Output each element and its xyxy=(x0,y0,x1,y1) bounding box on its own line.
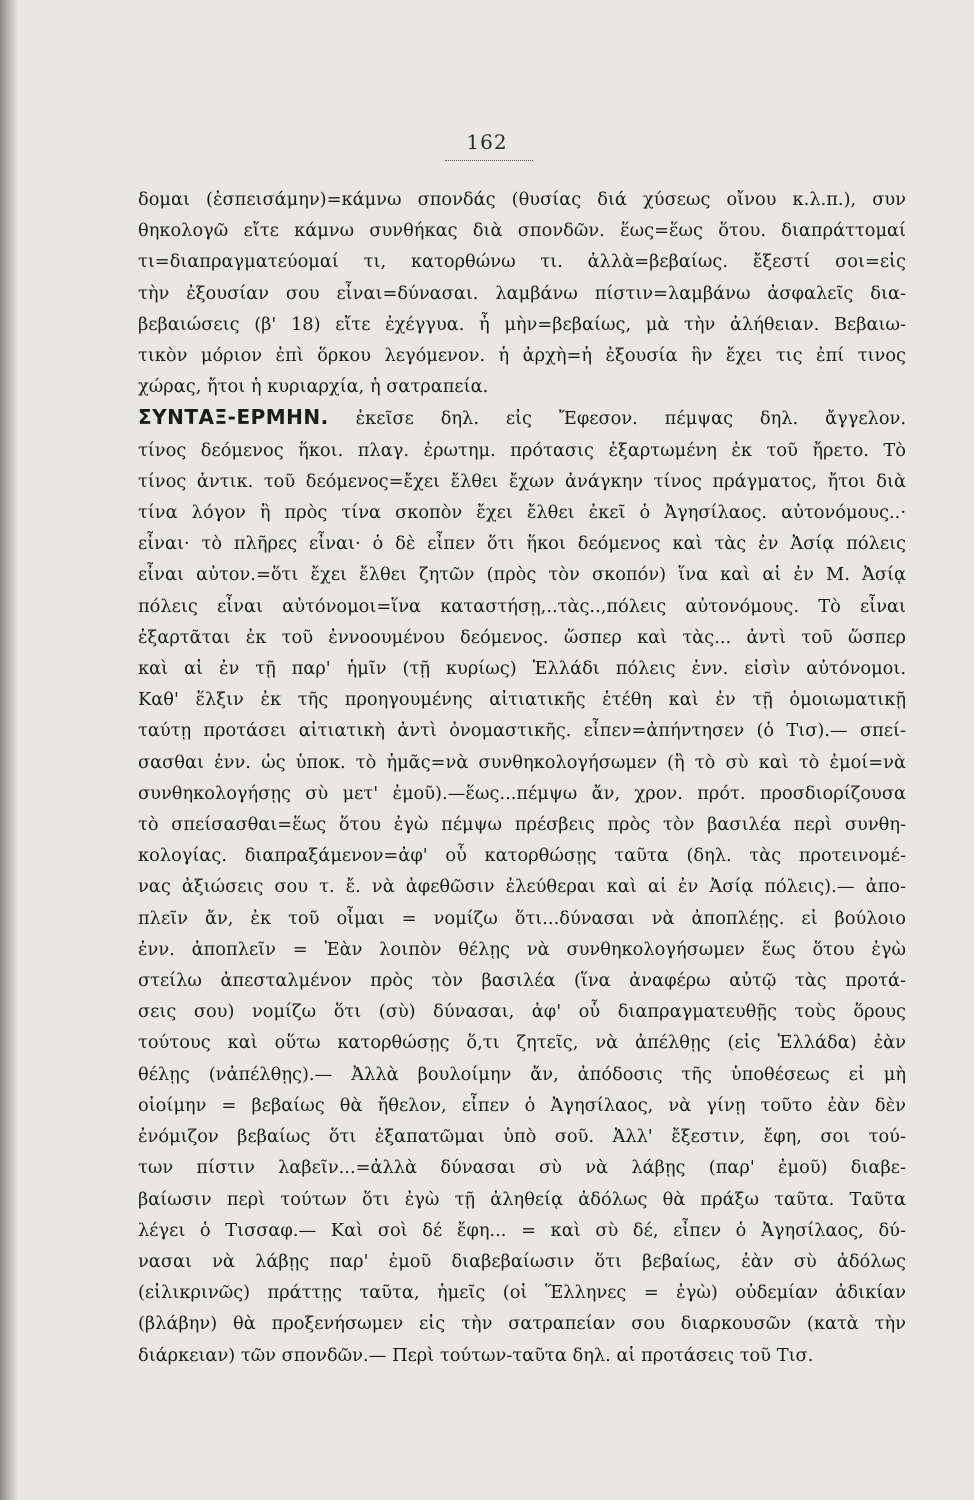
text-line: ἐνν. ἀποπλεῖν = Ἐὰν λοιπὸν θέλῃς νὰ συνθηκολογήσωμεν ἕως ὅτου ἐγὼ xyxy=(138,938,906,960)
text-line: τὴν ἐξουσίαν σου εἶναι=δύνασαι. λαμβάνω πίστιν=λαμβάνω ἀσφαλεῖς δια- xyxy=(138,282,906,304)
text-line: σασθαι ἐνν. ὡς ὑποκ. τὸ ἡμᾶς=νὰ συνθηκολογήσωμεν (ἢ τὸ σὺ καὶ τὸ ἐμοί=νὰ xyxy=(138,751,906,773)
text-line: τίνος δεόμενος ἥκοι. πλαγ. ἐρωτημ. πρότασις ἐξαρτωμένη ἐκ τοῦ ἤρετο. Τὸ xyxy=(138,439,906,461)
section-title: ΣΥΝΤΑΞ-ΕΡΜΗΝ. xyxy=(138,405,329,430)
text-line: διάρκειαν) τῶν σπονδῶν.— Περὶ τούτων-ταῦτα δηλ. αἱ προτάσεις τοῦ Τισ. xyxy=(138,1344,814,1366)
text-line: θηκολογῶ εἴτε κάμνω συνθήκας διὰ σπονδῶν. ἕως=ἕως ὅτου. διαπράττομαί xyxy=(138,220,906,242)
text-line: τι=διαπραγματεύομαί τι, κατορθώνω τι. ἀλλὰ=βεβαίως. ἔξεστί σοι=εἰς xyxy=(138,251,906,273)
text-line: νασαι νὰ λάβῃς παρ' ἐμοῦ διαβεβαίωσιν ὅτι βεβαίως, ἐὰν σὺ ἀδόλως xyxy=(138,1250,906,1272)
text-line: σεις σου) νομίζω ὅτι (σὺ) δύνασαι, ἀφ' οὗ διαπραγματευθῇς τοὺς ὅρους xyxy=(138,1001,906,1023)
text-line: εἶναι αὐτον.=ὅτι ἔχει ἔλθει ζητῶν (πρὸς τὸν σκοπόν) ἵνα καὶ αἱ ἐν Μ. Ἀσίᾳ xyxy=(138,564,906,586)
text-line: Καθ' ἕλξιν ἐκ τῆς προηγουμένης αἰτιατικῆς ἐτέθη καὶ ἐν τῇ ὁμοιωματικῇ xyxy=(138,689,906,711)
page-number: 162 xyxy=(466,130,508,154)
text-line: τίνα λόγον ἢ πρὸς τίνα σκοπὸν ἔχει ἔλθει ἐκεῖ ὁ Ἀγησίλαος. αὐτονόμους..· xyxy=(138,502,906,524)
text-line: λέγει ὁ Τισσαφ.— Καὶ σοὶ δέ ἔφη... = καὶ σὺ δέ, εἶπεν ὁ Ἀγησίλαος, δύ- xyxy=(138,1219,906,1241)
text-line: πόλεις εἶναι αὐτόνομοι=ἵνα καταστήσῃ,..τὰς..,πόλεις αὐτονόμους. Τὸ εἶναι xyxy=(138,595,906,617)
commentary-text xyxy=(138,184,906,1371)
text-line: ταύτῃ προτάσει αἰτιατικὴ ἀντὶ ὀνομαστικῆς. εἶπεν=ἀπήντησεν (ὁ Τισ).— σπεί- xyxy=(138,720,906,742)
section-heading-line: ΣΥΝΤΑΞ-ΕΡΜΗΝ. ἐκεῖσε δηλ. εἰς Ἔφεσον. πέμψας δηλ. ἄγγελον. xyxy=(138,405,906,430)
text-line: δομαι (ἐσπεισάμην)=κάμνω σπονδάς (θυσίας διά χύσεως οἴνου κ.λ.π.), συν xyxy=(138,189,906,210)
text-line: (βλάβην) θὰ προξενήσωμεν εἰς τὴν σατραπείαν σου διαρκουσῶν (κατὰ τὴν xyxy=(138,1313,906,1335)
text-line: πλεῖν ἄν, ἐκ τοῦ οἶμαι = νομίζω ὅτι...δύνασαι νὰ ἀποπλέῃς. εἰ βούλοιο xyxy=(138,907,906,929)
text-line: τίνος ἀντικ. τοῦ δεόμενος=ἔχει ἔλθει ἔχων ἀνάγκην τίνος πράγματος, ἤτοι διὰ xyxy=(138,470,906,492)
text-line: τούτους καὶ οὕτω κατορθώσῃς ὅ,τι ζητεῖς, νὰ ἀπέλθῃς (εἰς Ἑλλάδα) ἐὰν xyxy=(138,1032,906,1054)
page-edge-shadow xyxy=(0,0,18,1500)
text-line: θέλῃς (νἀπέλθῃς).— Ἀλλὰ βουλοίμην ἄν, ἀπόδοσις τῆς ὑποθέσεως εἰ μὴ xyxy=(138,1063,906,1085)
text-line: οἰοίμην = βεβαίως θὰ ἤθελον, εἶπεν ὁ Ἀγησίλαος, νὰ γίνῃ τοῦτο ἐὰν δὲν xyxy=(138,1094,906,1116)
text-line: (εἰλικρινῶς) πράττῃς ταῦτα, ἡμεῖς (οἱ Ἕλληνες = ἐγὼ) οὐδεμίαν ἀδικίαν xyxy=(138,1282,906,1304)
text-line: στείλω ἀπεσταλμένον πρὸς τὸν βασιλέα (ἵνα ἀναφέρω αὐτῷ τὰς προτά- xyxy=(138,970,906,992)
text-line: εἶναι· τὸ πλῆρες εἶναι· ὁ δὲ εἶπεν ὅτι ἥκοι δεόμενος καὶ τὰς ἐν Ἀσίᾳ πόλεις xyxy=(138,533,906,555)
text-line: χώρας, ἤτοι ἡ κυριαρχία, ἡ σατραπεία. xyxy=(138,376,489,398)
text-line: βεβαιώσεις (β' 18) εἴτε ἐχέγγυα. ἦ μὴν=βεβαίως, μὰ τὴν ἀλήθειαν. Βεβαιω- xyxy=(138,313,906,335)
text-line: τικὸν μόριον ἐπὶ ὅρκου λεγόμενον. ἡ ἀρχὴ=ἡ ἐξουσία ἣν ἔχει τις ἐπί τινος xyxy=(138,345,906,367)
text-line: των πίστιν λαβεῖν...=ἀλλὰ δύνασαι σὺ νὰ λάβῃς (παρ' ἐμοῦ) διαβε- xyxy=(138,1157,906,1179)
text-line: νας ἀξιώσεις σου τ. ἔ. νὰ ἀφεθῶσιν ἐλεύθεραι καὶ αἱ ἐν Ἀσίᾳ πόλεις).— ἀπο- xyxy=(138,876,906,898)
text-line: ἐνόμιζον βεβαίως ὅτι ἐξαπατῶμαι ὑπὸ σοῦ. Ἀλλ' ἔξεστιν, ἔφη, σοι τού- xyxy=(138,1126,906,1148)
text-line: κολογίας. διαπραξάμενον=ἀφ' οὗ κατορθώσῃς ταῦτα (δηλ. τὰς προτεινομέ- xyxy=(138,845,906,867)
text-line: βαίωσιν περὶ τούτων ὅτι ἐγὼ τῇ ἀληθείᾳ ἀδόλως θὰ πράξω ταῦτα. Ταῦτα xyxy=(138,1188,906,1210)
page-number-rule xyxy=(445,160,533,161)
text-line: καὶ αἱ ἐν τῇ παρ' ἡμῖν (τῇ κυρίως) Ἑλλάδι πόλεις ἐνν. εἰσὶν αὐτόνομοι. xyxy=(138,658,906,680)
text-line: τὸ σπείσασθαι=ἕως ὅτου ἐγὼ πέμψω πρέσβεις πρὸς τὸν βασιλέα περὶ συνθη- xyxy=(138,814,906,836)
text-line: ἐξαρτᾶται ἐκ τοῦ ἐννοουμένου δεόμενος. ὥσπερ καὶ τὰς... ἀντὶ τοῦ ὥσπερ xyxy=(138,626,906,648)
text-line: συνθηκολογήσῃς σὺ μετ' ἐμοῦ).—ἕως...πέμψω ἄν, χρον. πρότ. προσδιορίζουσα xyxy=(138,782,906,804)
